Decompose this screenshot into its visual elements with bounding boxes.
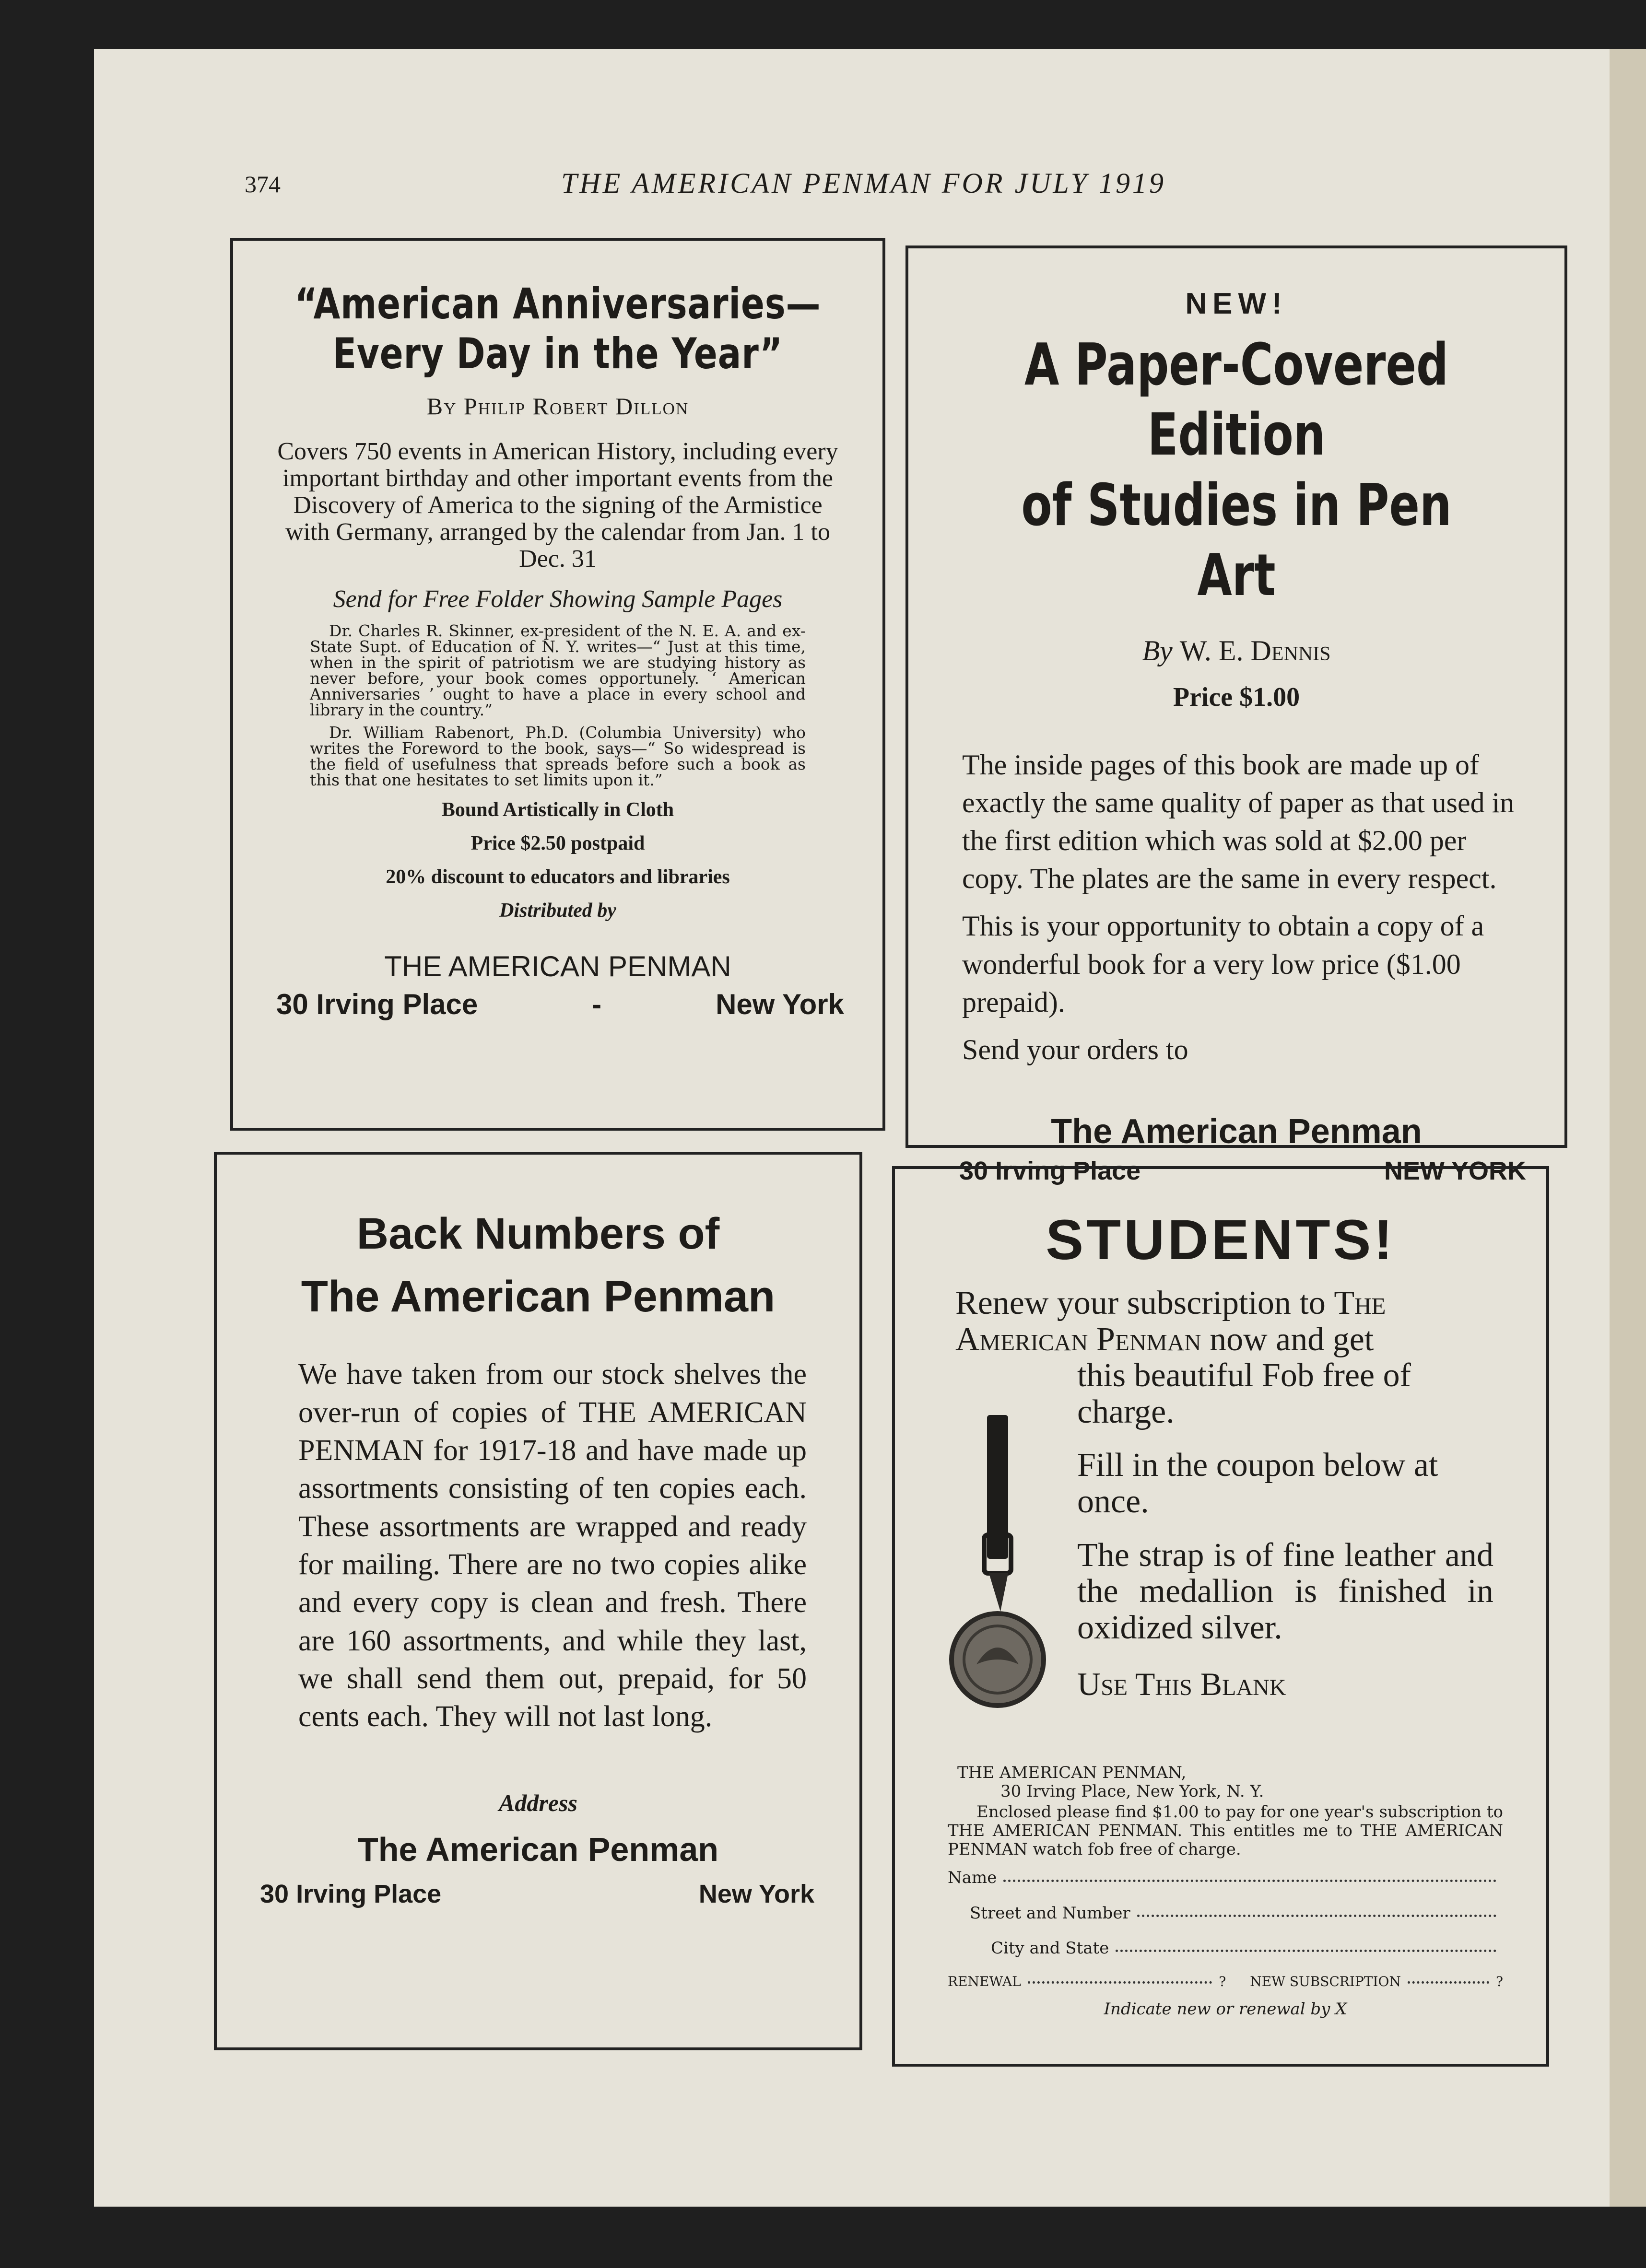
ad-strap: The strap is of fine leather and the medallion is finished in oxidized silver. xyxy=(1077,1536,1493,1646)
ad-price: Price $1.00 xyxy=(1173,682,1300,712)
ad-author: By Philip Robert Dillon xyxy=(426,392,689,420)
ad-address-label: Address xyxy=(499,1789,577,1816)
ad-distributed-by: Distributed by xyxy=(499,900,616,922)
ad-quote-rabenort: Dr. William Rabenort, Ph.D. (Columbia University) who writes the Foreword to the book, says—“ So widespread is the field of usefulness that spreads before such a book as this that one hesitates to set limits upon it.” xyxy=(310,723,806,790)
running-title: THE AMERICAN PENMAN FOR JULY 1919 xyxy=(561,167,1166,199)
ad-address: 30 Irving Place New York xyxy=(260,1879,814,1908)
ad-fill-in: Fill in the coupon below at once. xyxy=(1077,1447,1438,1520)
coupon-street-row: Street and Number xyxy=(948,1904,1503,1923)
ad-publisher: THE AMERICAN PENMAN xyxy=(384,950,731,983)
ad-back-numbers xyxy=(214,1152,862,2050)
scan-edge xyxy=(1610,49,1646,2207)
coupon-enclosed-text: Enclosed please find $1.00 to pay for one year's subscription to THE AMERICAN PENMAN. This entitles me to THE AMERICAN PENMAN watch fob free of charge. xyxy=(948,1802,1503,1859)
name-field[interactable] xyxy=(1003,1880,1496,1882)
watch-fob-illustration xyxy=(943,1415,1048,1722)
street-field[interactable] xyxy=(1137,1915,1496,1917)
ad-pen-art xyxy=(905,246,1567,1186)
ad-address: 30 Irving Place - New York xyxy=(276,988,844,1021)
ad-publisher: The American Penman xyxy=(1051,1112,1422,1151)
ad-binding: Bound Artistically in Cloth xyxy=(441,799,674,821)
ad-title: A Paper-Covered Edition of Studies in Pen Art xyxy=(1021,332,1452,609)
ad-body: We have taken from our stock shelves the over-run of copies of THE AMERICAN PENMAN for 1917-18 and have made up assortments consisting of ten copies each. These assortments are wrapped and ready for mailing. There are no two copies alike and every copy is clean and fresh. There are 160 assortments, and while they last, we shall send them out, prepaid, for 50 cents each. They will not last long. xyxy=(298,1358,807,1733)
city-field[interactable] xyxy=(1116,1950,1496,1952)
coupon-instructions: Indicate new or renewal by X xyxy=(1104,1999,1347,2019)
coupon-type-row: RENEWAL ? NEW SUBSCRIPTION ? xyxy=(948,1973,1503,1989)
ad-title: “American Anniversaries— Every Day in the Year” xyxy=(294,279,821,378)
ad-discount: 20% discount to educators and libraries xyxy=(386,866,730,888)
new-subscription-field[interactable] xyxy=(1408,1981,1489,1984)
ad-students xyxy=(892,1166,1549,2067)
ad-price: Price $2.50 postpaid xyxy=(470,832,645,855)
renewal-field[interactable] xyxy=(1028,1981,1212,1984)
subscription-coupon xyxy=(948,1764,1503,2019)
ad-title: Back Numbers of The American Penman xyxy=(301,1209,776,1321)
ad-american-anniversaries xyxy=(230,238,885,1131)
ad-quote-skinner: Dr. Charles R. Skinner, ex-president of the N. E. A. and ex-State Supt. of Education of N. Y. writes—“ Just at this time, when in the spirit of patriotism we are studying history as never before, your book comes opportunely. ‘ American Anniversaries ’ ought to have a place in every school and library in the country.” xyxy=(310,621,806,720)
coupon-address-1: THE AMERICAN PENMAN, xyxy=(957,1763,1187,1782)
ad-title: STUDENTS! xyxy=(1046,1208,1396,1272)
ad-lead-continued: this beautiful Fob free of charge. xyxy=(1077,1357,1411,1430)
ad-description: Covers 750 events in American History, including every important birthday and other important events from the Discovery of America to the signing of the Armistice with Germany, arranged by the calendar from Jan. 1 to Dec. 31 xyxy=(277,437,838,573)
ad-publisher: The American Penman xyxy=(357,1830,719,1868)
ad-lead: Renew your subscription to The American Penman now and get xyxy=(955,1285,1386,1358)
ad-use-blank: Use This Blank xyxy=(1077,1666,1286,1703)
page-number: 374 xyxy=(245,171,281,198)
coupon-name-row: Name xyxy=(948,1869,1503,1887)
ad-send-for: Send for Free Folder Showing Sample Pages xyxy=(333,585,783,613)
ad-address: 30 Irving Place NEW YORK xyxy=(959,1157,1526,1186)
ad-new-label: NEW! xyxy=(1185,287,1288,320)
ad-body: The inside pages of this book are made up of exactly the same quality of paper as that used in the first edition which was sold at $2.00 per copy. The plates are the same in every respect. This is your opportunity to obtain a copy of a wonderful book for a very low price ($1.00 prepaid). Send your orders to xyxy=(962,748,1515,1065)
coupon-address-2: 30 Irving Place, New York, N. Y. xyxy=(1000,1782,1264,1801)
coupon-city-row: City and State xyxy=(948,1939,1503,1958)
ad-author: By W. E. Dennis xyxy=(1142,634,1331,666)
